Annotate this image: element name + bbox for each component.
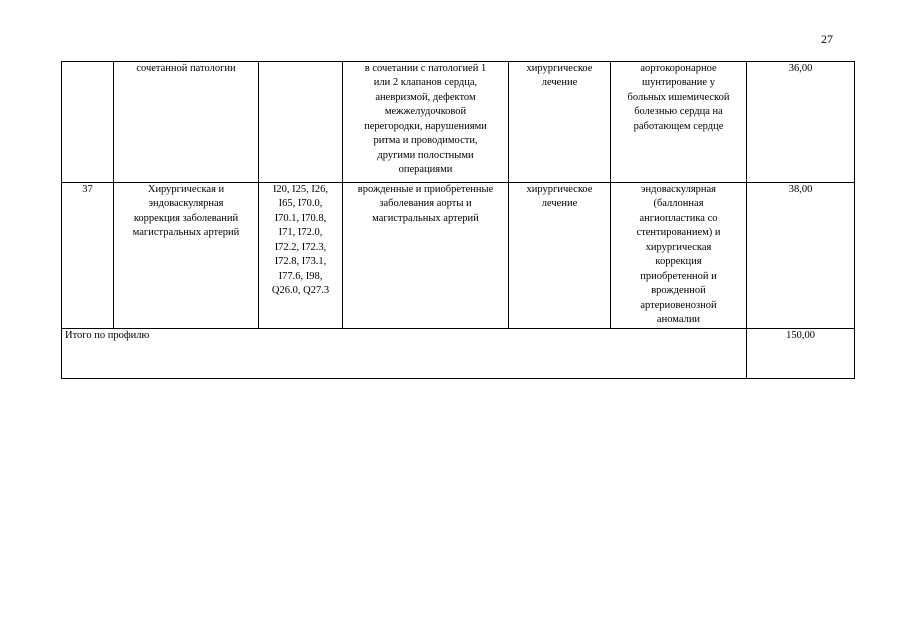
services-table bbox=[61, 61, 855, 379]
total-label: Итого по профилю bbox=[62, 329, 747, 379]
patient-model-cell: врожденные и приобретенные заболевания аорты и магистральных артерий bbox=[343, 183, 509, 329]
table-row bbox=[62, 62, 855, 183]
cost-cell: 38,00 bbox=[747, 183, 855, 329]
cost-cell: 36,00 bbox=[747, 62, 855, 183]
patient-model-cell: в сочетании с патологией 1 или 2 клапанов сердца, аневризмой, дефектом межжелудочковой перегородки, нарушениями ритма и проводимости, другими полостными операциями bbox=[343, 62, 509, 183]
profile-name-cell: Хирургическая и эндоваскулярная коррекция заболеваний магистральных артерий bbox=[114, 183, 259, 329]
total-row bbox=[62, 329, 855, 379]
treatment-type-cell: хирургическое лечение bbox=[509, 62, 611, 183]
diagnosis-codes-cell: I20, I25, I26, I65, I70.0, I70.1, I70.8, I71, I72.0, I72.2, I72.3, I72.8, I73.1, I77.6, I98, Q26.0, Q27.3 bbox=[259, 183, 343, 329]
treatment-type-cell: хирургическое лечение bbox=[509, 183, 611, 329]
table-row bbox=[62, 183, 855, 329]
profile-name-cell: сочетанной патологии bbox=[114, 62, 259, 183]
treatment-method-cell: эндоваскулярная (баллонная ангиопластика со стентированием) и хирургическая коррекция приобретенной и врожденной артериовенозной аномалии bbox=[611, 183, 747, 329]
diagnosis-codes-cell bbox=[259, 62, 343, 183]
page-number: 27 bbox=[821, 32, 833, 46]
row-number-cell bbox=[62, 62, 114, 183]
row-number-cell: 37 bbox=[62, 183, 114, 329]
treatment-method-cell: аортокоронарное шунтирование у больных ишемической болезнью сердца на работающем сердце bbox=[611, 62, 747, 183]
total-value: 150,00 bbox=[747, 329, 855, 379]
